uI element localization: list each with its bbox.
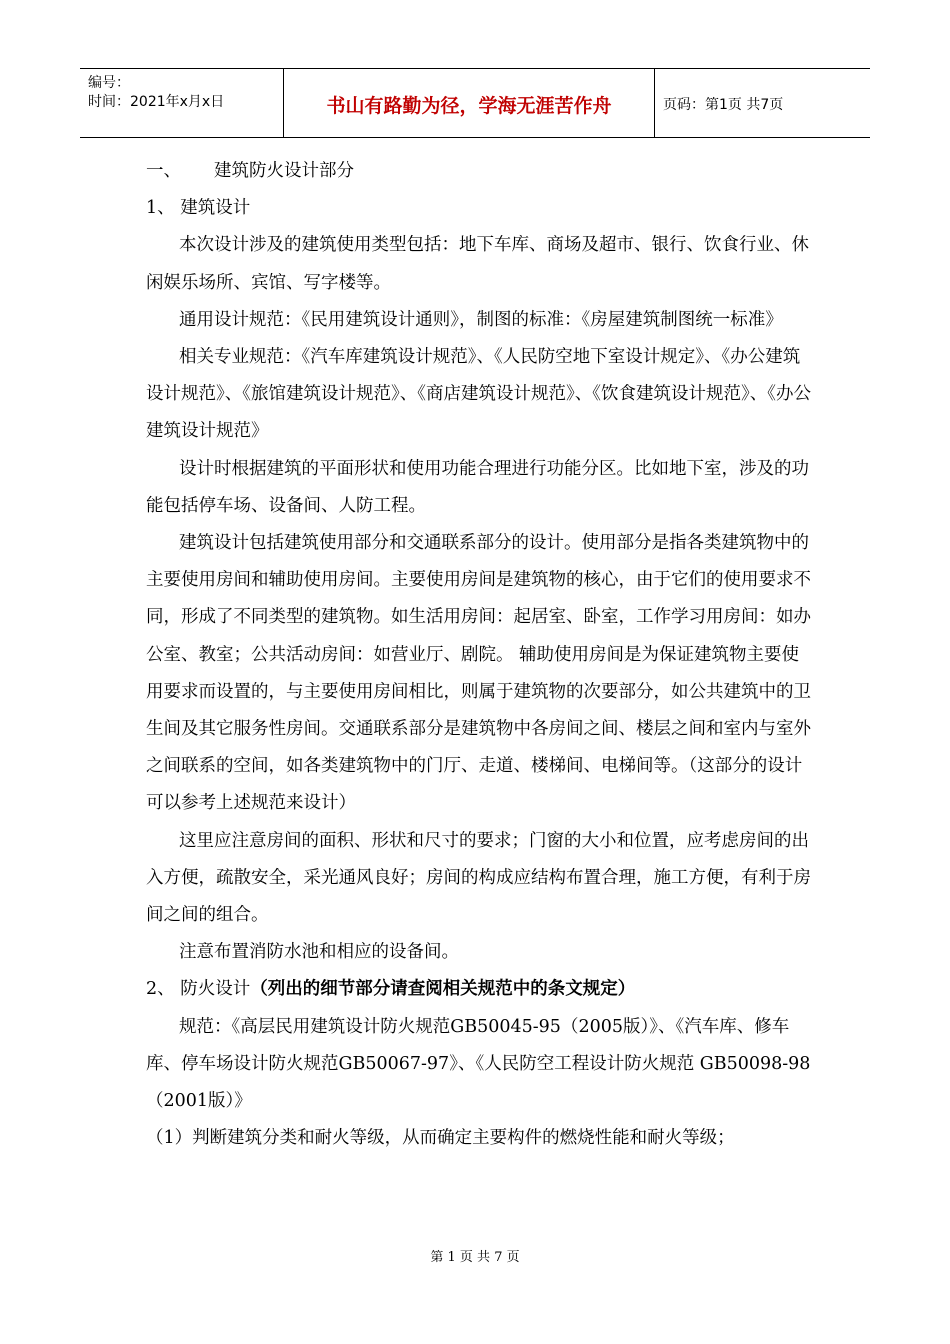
paragraph-room-requirements: 这里应注意房间的面积、形状和尺寸的要求；门窗的大小和位置，应考虑房间的出入方便，疏散安全，采光通风良好；房间的构成应结构布置合理，施工方便，有利于房间之间的组合。 xyxy=(146,830,811,926)
page-code: 页码：第1页 共7页 xyxy=(663,97,784,113)
paragraph-general-codes: 通用设计规范：《民用建筑设计通则》，制图的标准：《房屋建筑制图统一标准》 xyxy=(179,309,783,330)
document-body xyxy=(146,153,816,1157)
subsection-heading-1: 1、 建筑设计 xyxy=(146,198,251,219)
subsection-note: （列出的细节部分请查阅相关规范中的条文规定） xyxy=(250,979,636,1000)
motto-text: 书山有路勤为径，学海无涯苦作舟 xyxy=(326,95,612,117)
paragraph-design-parts: 建筑设计包括建筑使用部分和交通联系部分的设计。使用部分是指各类建筑物中的主要使用房间和辅助使用房间。主要使用房间是建筑物的核心，由于它们的使用要求不同，形成了不同类型的建筑物。如生活用房间：起居室、卧室，工作学习用房间：如办公室、教室；公共活动房间：如营业厅、剧院。 辅助使用房间是为保证建筑物主要使用要求而设置的，与主要使用房间相比，则属于建筑物的次要部分，如公共建筑中的卫生间及其它服务性房间。交通联系部分是建筑物中各房间之间、楼层之间和室内与室外之间联系的空间，如各类建筑物中的门厅、走道、楼梯间、电梯间等。（这部分的设计可以参考上述规范来设计） xyxy=(146,533,811,814)
header-table xyxy=(80,68,870,138)
section-number: 一、 xyxy=(146,161,181,181)
time-label: 时间：2021年x月x日 xyxy=(88,94,225,110)
subsection-heading-2 xyxy=(146,971,816,1008)
paragraph-fire-pool: 注意布置消防水池和相应的设备间。 xyxy=(179,942,459,963)
list-item-1: （1）判断建筑分类和耐火等级，从而确定主要构件的燃烧性能和耐火等级； xyxy=(146,1128,735,1149)
header-motto-cell xyxy=(283,69,655,137)
header-page-cell xyxy=(655,69,870,137)
paragraph-specialty-codes: 相关专业规范：《汽车库建筑设计规范》、《人民防空地下室设计规定》、《办公建筑设计规范》、《旅馆建筑设计规范》、《商店建筑设计规范》、《饮食建筑设计规范》、《办公建筑设计规范》 xyxy=(146,347,811,442)
section-heading-1 xyxy=(146,153,816,190)
paragraph-zoning: 设计时根据建筑的平面形状和使用功能合理进行功能分区。比如地下室，涉及的功能包括停车场、设备间、人防工程。 xyxy=(146,458,809,516)
section-title: 建筑防火设计部分 xyxy=(214,161,354,181)
paragraph-fire-codes: 规范：《高层民用建筑设计防火规范GB50045-95（2005版）》、《汽车库、修车库、停车场设计防火规范GB50067-97》、《人民防空工程设计防火规范 GB50098-98（2001版）》 xyxy=(146,1016,811,1112)
header-meta-cell xyxy=(80,69,283,137)
number-label: 编号： xyxy=(88,75,130,91)
page-footer: 第 1 页 共 7 页 xyxy=(430,1250,520,1265)
subsection-title: 2、 防火设计 xyxy=(146,979,251,1000)
paragraph-building-types: 本次设计涉及的建筑使用类型包括：地下车库、商场及超市、银行、饮食行业、休闲娱乐场所、宾馆、写字楼等。 xyxy=(146,235,809,293)
